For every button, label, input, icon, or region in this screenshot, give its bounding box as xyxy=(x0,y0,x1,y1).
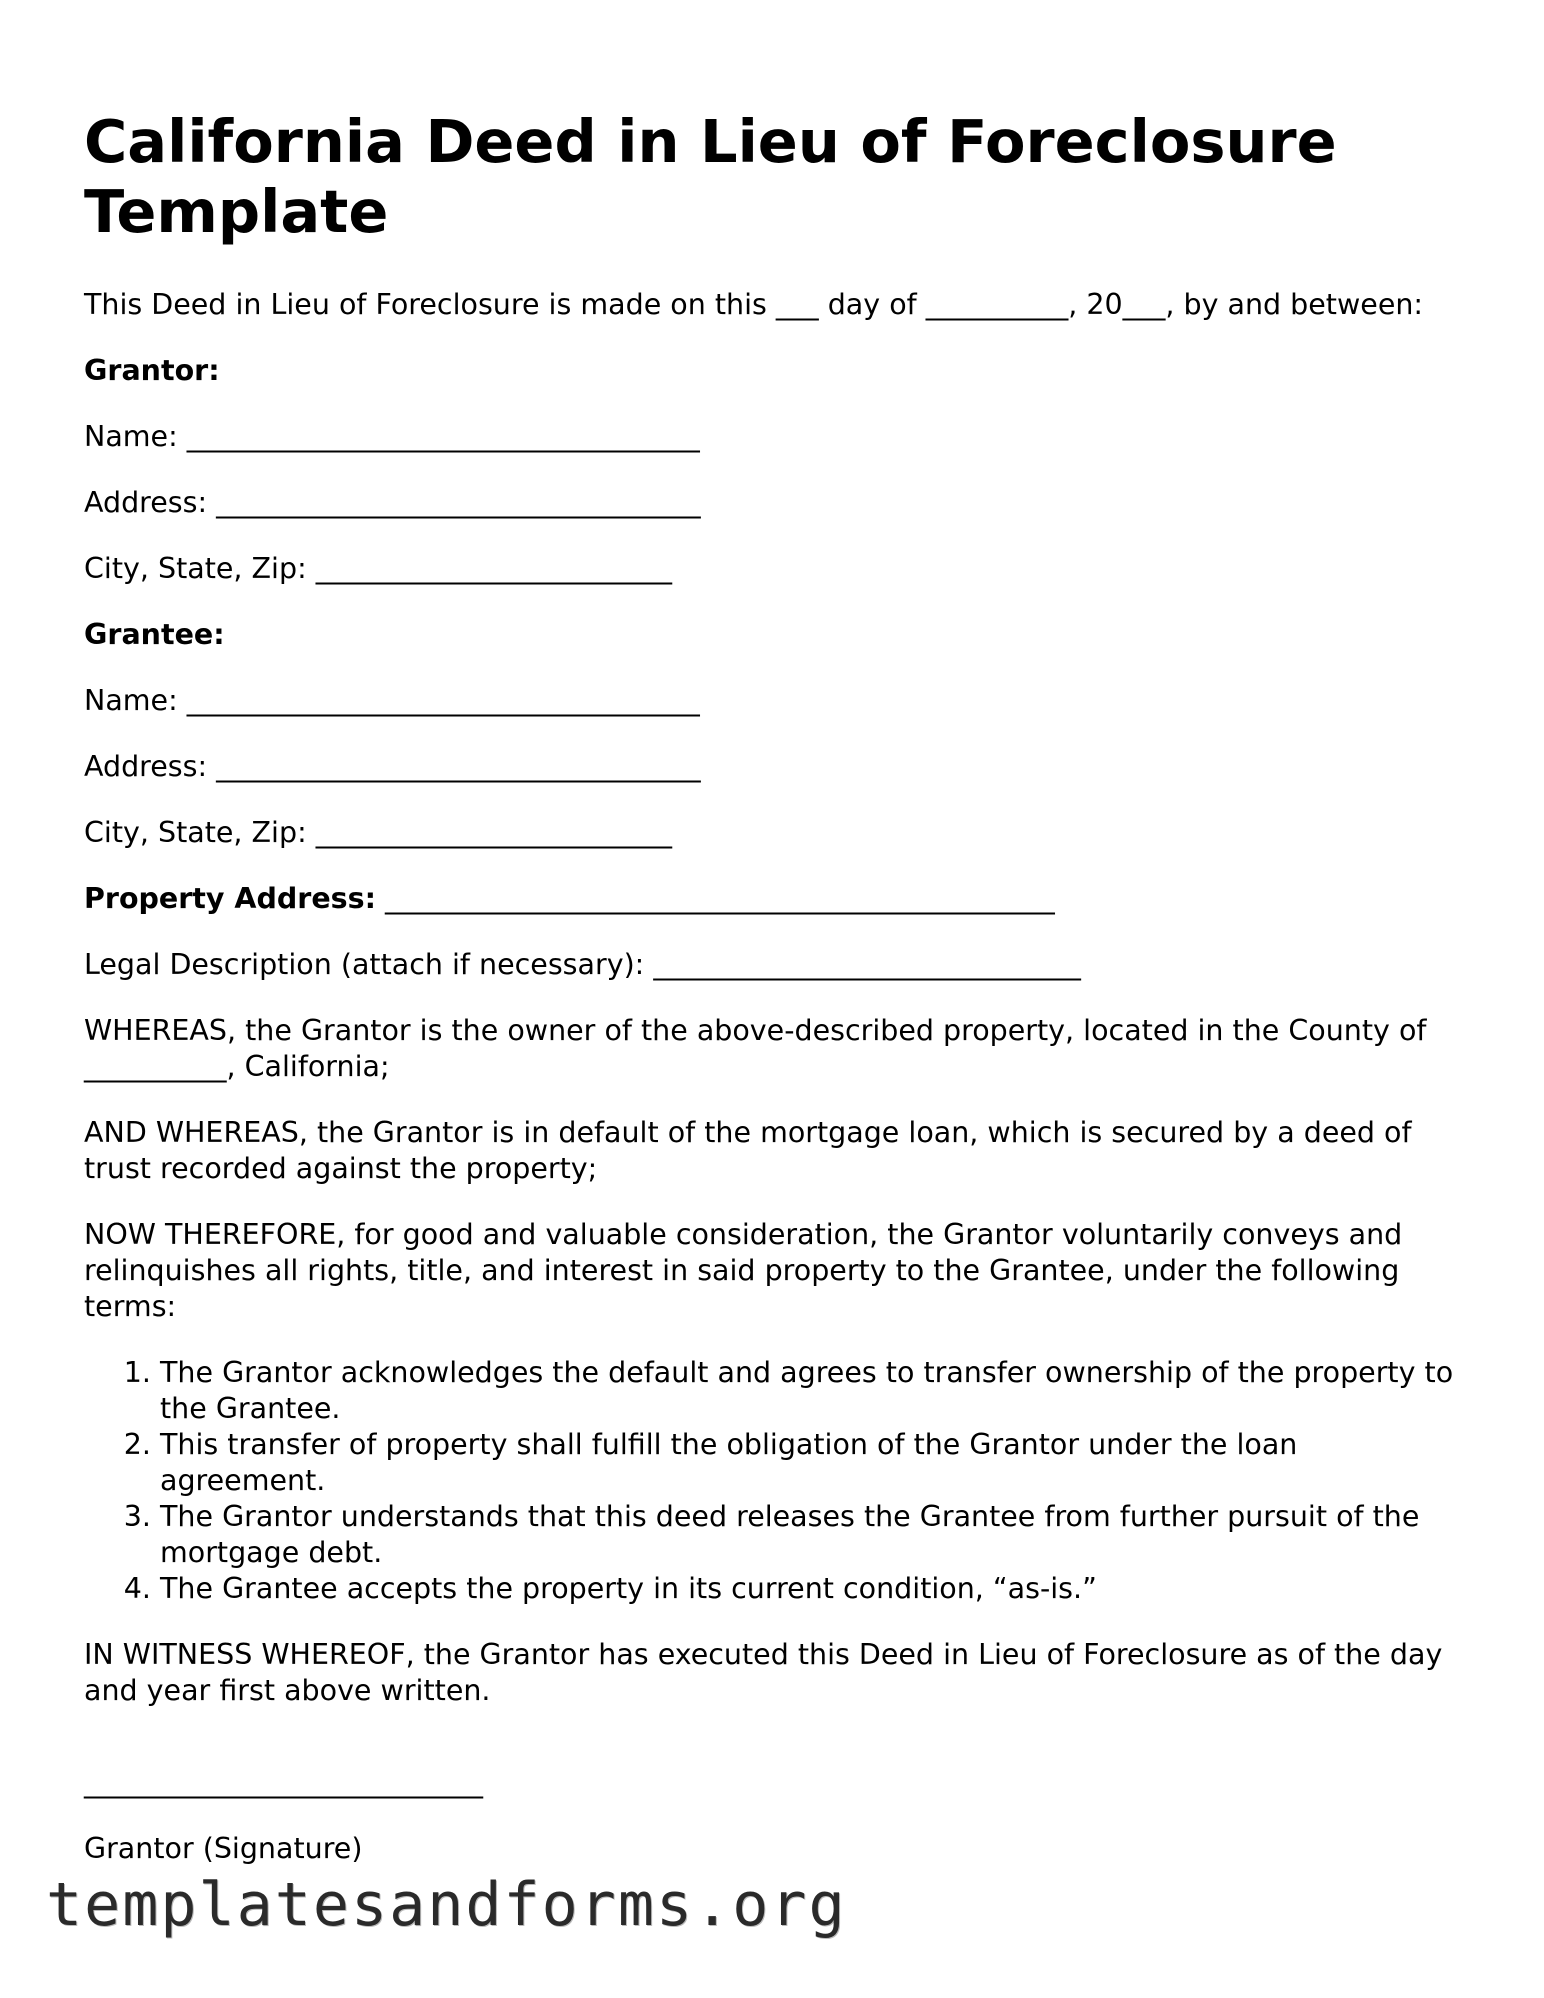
term-item: 2. This transfer of property shall fulfill the obligation of the Grantor under the loan agreement. xyxy=(160,1427,1460,1499)
signature-line: ____________________________ xyxy=(84,1766,483,1799)
property-address-label: Property Address: xyxy=(84,882,376,915)
grantee-city-state-zip-field: City, State, Zip: _________________________ xyxy=(84,816,672,849)
term-item: 4. The Grantee accepts the property in its current condition, “as-is.” xyxy=(160,1571,1460,1607)
witness-paragraph: IN WITNESS WHEREOF, the Grantor has executed this Deed in Lieu of Foreclosure as of the day and year first above written. xyxy=(84,1638,1443,1707)
watermark: templatesandforms.org xyxy=(46,1870,847,1940)
grantee-address-field: Address: __________________________________ xyxy=(84,750,701,783)
document-page xyxy=(84,0,1460,1867)
grantor-heading: Grantor: xyxy=(84,354,220,387)
terms-list xyxy=(84,1355,1460,1607)
grantor-city-state-zip-field: City, State, Zip: _________________________ xyxy=(84,552,672,585)
grantor-name-field: Name: ____________________________________ xyxy=(84,420,700,453)
intro-paragraph: This Deed in Lieu of Foreclosure is made on this ___ day of __________, 20___, by and between: xyxy=(84,288,1424,321)
grantor-address-field: Address: __________________________________ xyxy=(84,486,701,519)
term-item: 1. The Grantor acknowledges the default and agrees to transfer ownership of the property to the Grantee. xyxy=(160,1355,1460,1427)
property-address-field xyxy=(84,881,1460,917)
term-item: 3. The Grantor understands that this deed releases the Grantee from further pursuit of the mortgage debt. xyxy=(160,1499,1460,1571)
grantee-name-field: Name: ____________________________________ xyxy=(84,684,700,717)
whereas-paragraph-2: AND WHEREAS, the Grantor is in default of the mortgage loan, which is secured by a deed of trust recorded against the property; xyxy=(84,1116,1412,1185)
now-therefore-paragraph: NOW THEREFORE, for good and valuable consideration, the Grantor voluntarily conveys and relinquishes all rights, title, and interest in said property to the Grantee, under the following terms: xyxy=(84,1218,1403,1323)
whereas-paragraph-1: WHEREAS, the Grantor is the owner of the above-described property, located in the County of __________, California; xyxy=(84,1014,1427,1083)
legal-description-field: Legal Description (attach if necessary): ______________________________ xyxy=(84,948,1081,981)
property-address-blank: _______________________________________________ xyxy=(376,882,1055,915)
grantee-heading: Grantee: xyxy=(84,618,225,651)
signature-label: Grantor (Signature) xyxy=(84,1832,363,1865)
document-title: California Deed in Lieu of Foreclosure Template xyxy=(84,107,1337,246)
